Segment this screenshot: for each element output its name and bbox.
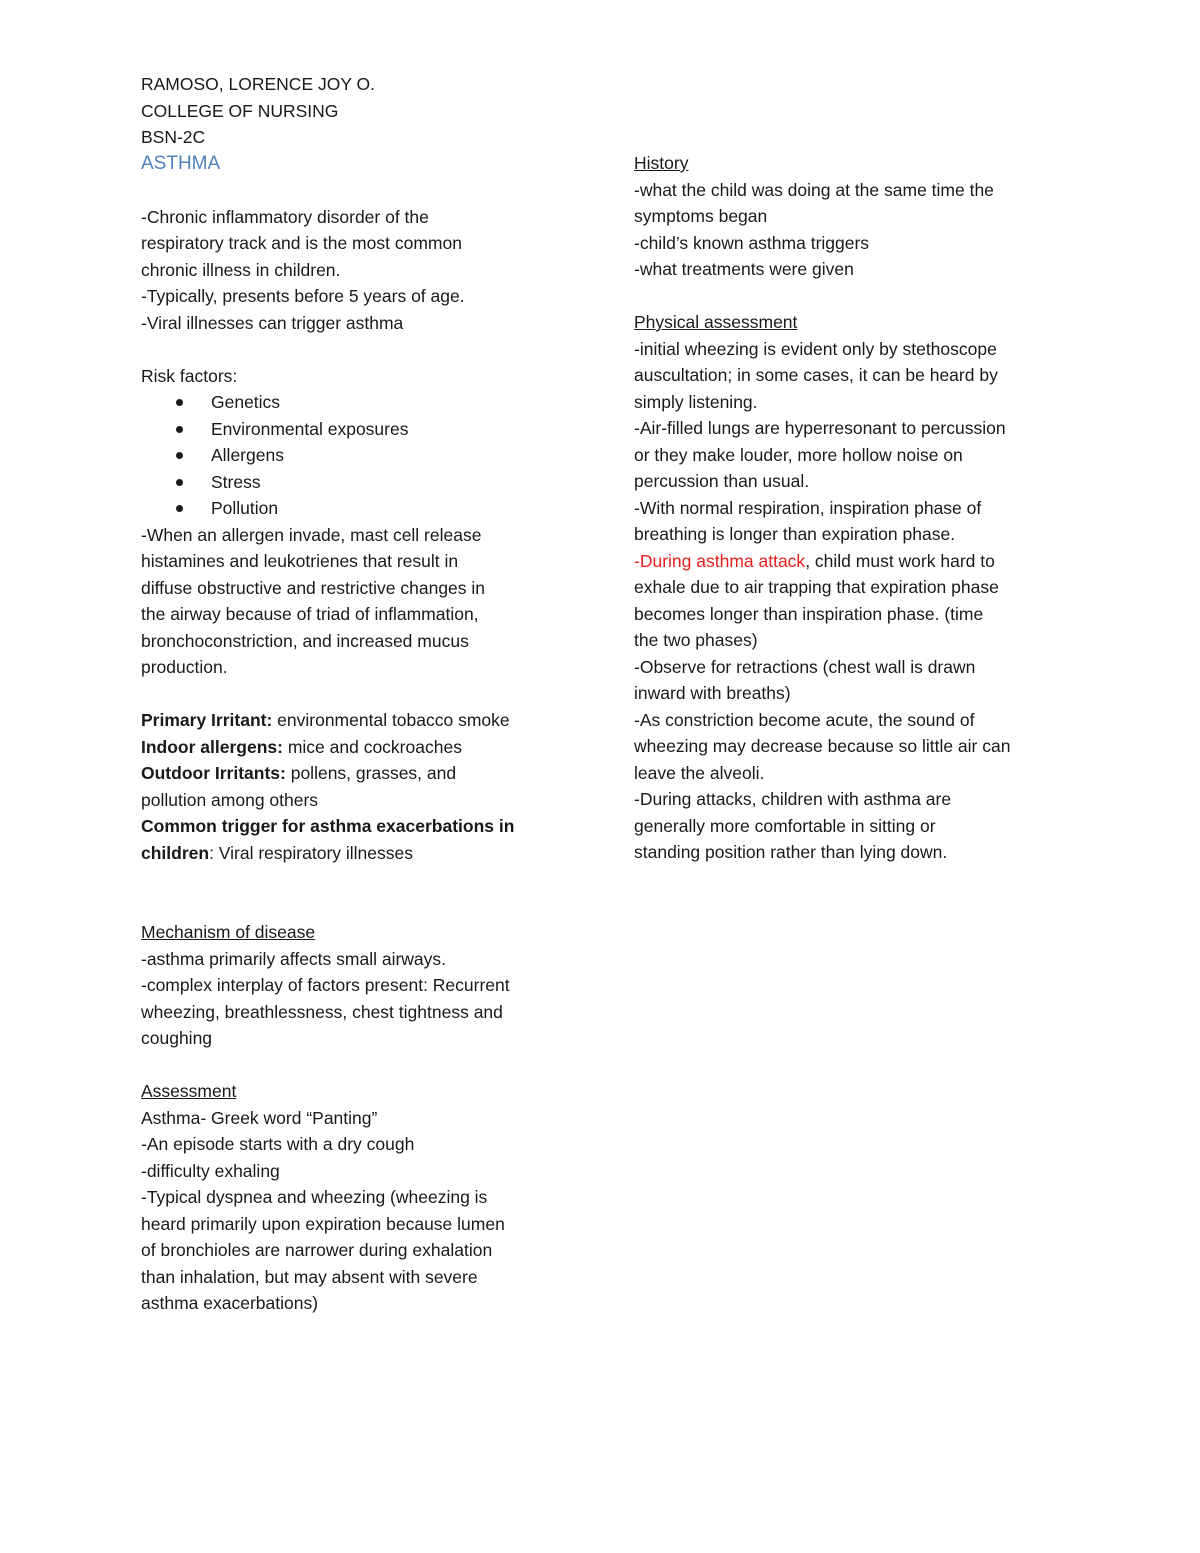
text-line: -initial wheezing is evident only by stethoscope <box>634 338 997 359</box>
history-section <box>634 150 1074 283</box>
right-column <box>634 150 1074 866</box>
text-line: -Air-filled lungs are hyperresonant to percussion <box>634 418 1006 438</box>
common-trigger-label: Common trigger for asthma exacerbations in <box>141 816 515 836</box>
text-line: -As constriction become acute, the sound of <box>634 709 975 730</box>
asthma-attack-label: -During asthma attack <box>634 550 806 571</box>
text-line: generally more comfortable in sitting or <box>634 815 936 836</box>
text-line: symptoms began <box>634 206 768 226</box>
outdoor-irritants-text: pollens, grasses, and <box>285 763 457 783</box>
triggers-block <box>141 707 581 866</box>
assessment-section <box>141 1078 581 1317</box>
text-line: of bronchioles are narrower during exhalation <box>141 1240 493 1260</box>
college-name: COLLEGE OF NURSING <box>141 100 339 121</box>
text-line: -With normal respiration, inspiration phase of <box>634 497 982 518</box>
text-line: heard primarily upon expiration because lumen <box>141 1213 505 1234</box>
asthma-attack-line <box>634 548 1074 575</box>
list-item: Environmental exposures <box>141 416 581 443</box>
text-line: diffuse obstructive and restrictive changes in <box>141 577 486 598</box>
text-line: Asthma- Greek word “Panting” <box>141 1107 378 1128</box>
text-line: -Typically, presents before 5 years of age. <box>141 286 465 306</box>
text-line: -An episode starts with a dry cough <box>141 1134 415 1154</box>
text-line: breathing is longer than expiration phase. <box>634 524 956 544</box>
primary-irritant <box>141 707 581 734</box>
section: BSN-2C <box>141 127 206 147</box>
assessment-heading: Assessment <box>141 1081 237 1101</box>
text-line: respiratory track and is the most common <box>141 233 462 253</box>
list-item: Pollution <box>141 495 581 522</box>
left-column <box>141 71 581 1317</box>
text-line: leave the alveoli. <box>634 762 765 783</box>
list-item: Stress <box>141 469 581 496</box>
text-line: simply listening. <box>634 391 758 412</box>
text-line: -difficulty exhaling <box>141 1160 280 1181</box>
document-title: ASTHMA <box>141 152 221 174</box>
text-line: than inhalation, but may absent with severe <box>141 1266 478 1287</box>
primary-irritant-label: Primary Irritant: <box>141 710 273 730</box>
mechanism-heading: Mechanism of disease <box>141 922 316 942</box>
text-line: percussion than usual. <box>634 471 810 491</box>
text-line: inward with breaths) <box>634 683 791 703</box>
text-line: -Typical dyspnea and wheezing (wheezing is <box>141 1187 488 1207</box>
mechanism-section <box>141 919 581 1052</box>
common-trigger-label-2: children <box>141 842 210 863</box>
text-line: -what treatments were given <box>634 259 854 279</box>
physical-assessment-section <box>634 309 1074 866</box>
text-line: wheezing, breathlessness, chest tightness and <box>141 1001 503 1022</box>
indoor-allergens <box>141 734 581 761</box>
text-line: the two phases) <box>634 630 758 650</box>
text-line: production. <box>141 657 228 677</box>
text-line: bronchoconstriction, and increased mucus <box>141 630 469 651</box>
common-trigger-text: : Viral respiratory illnesses <box>209 842 413 863</box>
text-line: exhale due to air trapping that expiration phase <box>634 577 999 597</box>
text-line: the airway because of triad of inflammation, <box>141 604 479 624</box>
risk-factors-heading: Risk factors: <box>141 365 238 386</box>
intro-paragraph <box>141 204 581 337</box>
primary-irritant-text: environmental tobacco smoke <box>272 710 510 730</box>
text-line: auscultation; in some cases, it can be heard by <box>634 365 998 385</box>
physical-assessment-heading: Physical assessment <box>634 312 798 332</box>
text-line: coughing <box>141 1028 213 1048</box>
list-item: Allergens <box>141 442 581 469</box>
list-item: Genetics <box>141 389 581 416</box>
outdoor-irritants-label: Outdoor Irritants: <box>141 763 286 783</box>
text-line: -When an allergen invade, mast cell release <box>141 524 482 545</box>
text-line: -complex interplay of factors present: Recurrent <box>141 975 510 995</box>
text-line: histamines and leukotrienes that result in <box>141 551 459 571</box>
text-line: chronic illness in children. <box>141 259 341 280</box>
outdoor-irritants <box>141 760 581 787</box>
indoor-allergens-text: mice and cockroaches <box>282 736 462 757</box>
text-line: wheezing may decrease because so little air can <box>634 736 1011 756</box>
text-line: -child’s known asthma triggers <box>634 232 870 253</box>
history-heading: History <box>634 153 689 173</box>
text-line: -Chronic inflammatory disorder of the <box>141 206 429 227</box>
text-line: -what the child was doing at the same time the <box>634 179 994 200</box>
text-line: -During attacks, children with asthma are <box>634 789 952 809</box>
asthma-attack-text: , child must work hard to <box>805 550 995 571</box>
risk-factors-list <box>141 389 581 522</box>
text-line: -Observe for retractions (chest wall is drawn <box>634 656 976 677</box>
common-trigger <box>141 840 581 867</box>
allergen-paragraph <box>141 522 581 681</box>
text-line: becomes longer than inspiration phase. (time <box>634 603 984 624</box>
text-line: standing position rather than lying down. <box>634 842 948 862</box>
text-line: or they make louder, more hollow noise on <box>634 444 963 465</box>
text-line: asthma exacerbations) <box>141 1293 319 1313</box>
text-line: -Viral illnesses can trigger asthma <box>141 312 404 333</box>
text-line: -asthma primarily affects small airways. <box>141 948 447 969</box>
student-name: RAMOSO, LORENCE JOY O. <box>141 74 376 94</box>
text-line: pollution among others <box>141 789 319 810</box>
indoor-allergens-label: Indoor allergens: <box>141 736 283 757</box>
